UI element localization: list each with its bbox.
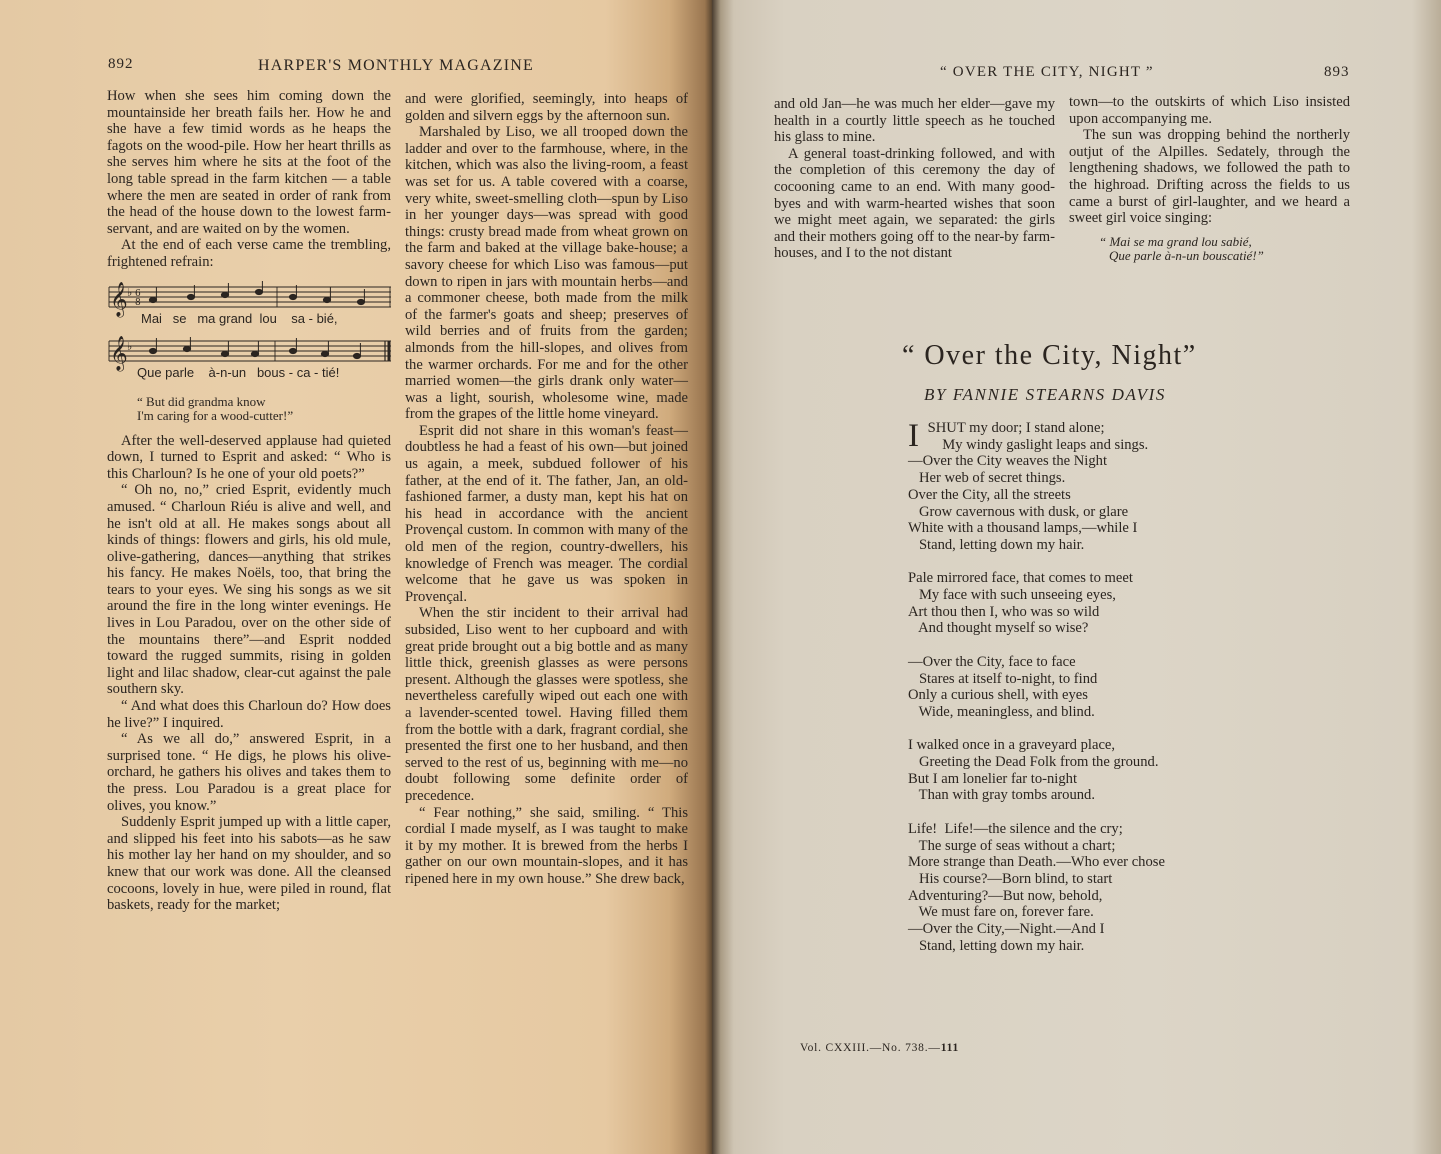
paragraph: When the stir incident to their arrival had subsided, Liso went to her cupboard and with great pride brought out a big bottle and as many little thick, greenish glasses as were persons present. Although the glasses were spotless, she nevertheless carefully wiped out each one with a lavender-scented towel. Having filled them from the bottle with a dark, fragrant cordial, she presented the first one to her husband, and then served to the rest of us, beginning with me—no doubt following some definite order of precedence. [405, 605, 688, 804]
svg-text:6: 6 [135, 288, 141, 299]
poem-body [908, 420, 1165, 971]
music-notation [107, 281, 391, 387]
poem-line: And thought myself so wise? [908, 620, 1089, 637]
poem-line: Adventuring?—But now, behold, [908, 887, 1103, 904]
poem-byline: BY FANNIE STEARNS DAVIS [924, 385, 1166, 404]
poem-line: —Over the City, face to face [908, 653, 1076, 670]
right-page [712, 0, 1441, 1154]
poem-line: Life! Life!—the silence and the cry; [908, 820, 1123, 837]
poem-line: But I am lonelier far to-night [908, 770, 1077, 787]
poem-line: Stand, letting down my hair. [908, 937, 1085, 954]
poem-line: We must fare on, forever fare. [908, 904, 1094, 921]
poem-line: Her web of secret things. [908, 470, 1066, 487]
poem-line: Stares at itself to-night, to find [908, 670, 1098, 687]
poem-line: Pale mirrored face, that comes to meet [908, 570, 1133, 587]
poem-title: “ Over the City, Night” [902, 340, 1197, 371]
paragraph: “ And what does this Charloun do? How does he live?” I inquired. [107, 698, 391, 731]
paragraph: Marshaled by Liso, we all trooped down the ladder and over to the farmhouse, where, in the kitchen, which was also the living-room, a feast was set for us. A table covered with a coarse, very white, sweet-smelling cloth—spun by Liso in her younger days—was spread with good things: crusty bread made from wheat grown on the farm and baked at the village bake-house; a savory cheese for which Liso was famous—put down to ripen in jars with mountain herbs—and a commoner cheese, both made from the milk of the farmer's goats and sheep; preserves of wild berries and of fruits from the garden; almonds from the hill-slopes, and olives from the warmer orchards. For me and for the other married women—the girls drank only water—was a light, sourish, wholesome wine, made from the grapes of the little home vineyard. [405, 124, 688, 423]
left-column-1 [107, 88, 391, 914]
paragraph: After the well-deserved applause had quieted down, I turned to Esprit and asked: “ Who is this Charloun? Is he one of your old poets?” [107, 432, 391, 482]
svg-text:𝄞: 𝄞 [110, 335, 128, 371]
running-head-right: “ OVER THE CITY, NIGHT ” [940, 64, 1154, 80]
poem-line: —Over the City weaves the Night [908, 453, 1107, 470]
poem-line: Only a curious shell, with eyes [908, 687, 1088, 704]
quote-line: “ Mai se ma grand lou sabié, [1099, 233, 1252, 249]
music-lyric-line-1: Mai se ma grand lou sa - bié, [141, 310, 338, 326]
page-number-left: 892 [108, 56, 134, 72]
poem-line: More strange than Death.—Who ever chose [908, 854, 1165, 871]
svg-text:8: 8 [135, 297, 141, 308]
stanza-3 [908, 654, 1165, 721]
paragraph: Suddenly Esprit jumped up with a little caper, and slipped his feet into his sabots—as he saw his mother lay her hand on my shoulder, and so knew that our work was done. All the cleansed cocoons, lovely in hue, were piled in round, flat baskets, ready for the market; [107, 814, 391, 914]
paragraph: How when she sees him coming down the mountainside her breath fails her. How he and she have a few timid words as he heaps the fagots on the wood-pile. How her heart thrills as she serves him where he sits at the foot of the long table spread in the farm kitchen — a table where the men are seated in order of rank from the head of the house down to the lowest farm-servant, and are waited on by the women. [107, 88, 391, 237]
paragraph: “ Fear nothing,” she said, smiling. “ This cordial I made myself, as I was taught to make it by my mother. It is brewed from the herbs I gather on our own mountain-slopes, and it has ripened here in my own house.” She drew back, [405, 804, 688, 887]
paragraph: and old Jan—he was much her elder—gave my health in a courtly little speech as he touched his glass to mine. [774, 96, 1055, 146]
volume-footer [800, 1042, 959, 1054]
poem-line: White with a thousand lamps,—while I [908, 520, 1138, 537]
svg-text:𝄞: 𝄞 [110, 281, 128, 317]
poem-line: Greeting the Dead Folk from the ground. [908, 754, 1159, 771]
poem-line: The surge of seas without a chart; [908, 837, 1116, 854]
paragraph: and were glorified, seemingly, into heaps of golden and silvern eggs by the afternoon sun. [405, 91, 688, 124]
stanza-2 [908, 570, 1165, 637]
poem-line: Than with gray tombs around. [908, 787, 1095, 804]
volume-label: Vol. CXXIII.—No. 738.— [800, 1042, 941, 1054]
poem-line: Art thou then I, who was so wild [908, 603, 1100, 620]
poem-line: SHUT my door; I stand alone; [924, 420, 1105, 436]
page-number-right: 893 [1324, 64, 1350, 80]
refrain-quote [1099, 235, 1350, 263]
quote-line: Que parle à-n-un bouscatié!” [1109, 247, 1264, 263]
paragraph: The sun was dropping behind the northerly outjut of the Alpilles. Sedately, through the lengthening shadows, we followed the path to the highroad. Drifting across the fields to us came a burst of girl-laughter, and we heard a sweet girl voice singing: [1069, 127, 1350, 227]
poem-line: My face with such unseeing eyes, [908, 587, 1116, 604]
paragraph: Esprit did not share in this woman's feast—doubtless he had a feast of his own—but joined us again, a meek, subdued follower of his father, at the end of it. The father, Jan, an old-fashioned farmer, a dusty man, kept his hat on his head in accordance with the ancient Provençal custom. In common with many of the old men of the region, country-dwellers, his knowledge of French was meager. The cordial welcome that he gave us was spoken in Provençal. [405, 422, 688, 605]
signature-number: 111 [940, 1042, 960, 1054]
stanza-5 [908, 821, 1165, 955]
drop-cap: I [908, 418, 919, 454]
right-column-1 [774, 96, 1055, 262]
translation-quote [137, 395, 391, 423]
poem-line: His course?—Born blind, to start [908, 870, 1113, 887]
paragraph: “ As we all do,” answered Esprit, in a surprised tone. “ He digs, he plows his olive-orchard, he gathers his olives and takes them to the press. Lou Paradou is a great place for olives, you know.” [107, 731, 391, 814]
paragraph: “ Oh no, no,” cried Esprit, evidently much amused. “ Charloun Riéu is alive and well, and he isn't old at all. He makes songs about all kinds of things: flowers and girls, his old mule, olive-gathering, dances—anything that strikes his fancy. He makes Noëls, too, that bring the tears to your eyes. We sing his songs as we sit around the fire in the long winter evenings. He lives in Lou Paradou, over on the other side of the mountains there”—and Esprit nodded toward the rugged summits, rising in golden light and lilac shadow, clear-cut against the pale southern sky. [107, 482, 391, 698]
running-head-left: HARPER'S MONTHLY MAGAZINE [258, 57, 535, 74]
stanza-1 [908, 420, 1165, 554]
paragraph: At the end of each verse came the trembling, frightened refrain: [107, 237, 391, 270]
quote-line: I'm caring for a wood-cutter!” [137, 407, 294, 423]
poem-line: Stand, letting down my hair. [908, 536, 1085, 553]
poem-line: Over the City, all the streets [908, 486, 1071, 503]
left-page [0, 0, 712, 1154]
svg-text:♭: ♭ [127, 339, 133, 353]
poem-line: —Over the City,—Night.—And I [908, 921, 1105, 938]
poem-line: Wide, meaningless, and blind. [908, 703, 1095, 720]
svg-text:♭: ♭ [127, 285, 133, 299]
paragraph: A general toast-drinking followed, and with the completion of this ceremony the day of cocooning came to an end. With many good-byes and with warm-hearted wishes that soon we might meet again, we separated: the girls and their mothers going off to the near-by farm-houses, and I to the not distant [774, 145, 1055, 262]
poem-line: I walked once in a graveyard place, [908, 737, 1116, 754]
quote-line: “ But did grandma know [137, 393, 266, 409]
stanza-4 [908, 737, 1165, 804]
left-column-2 [405, 91, 688, 888]
paragraph: town—to the outskirts of which Liso insisted upon accompanying me. [1069, 94, 1350, 127]
poem-line: Grow cavernous with dusk, or glare [908, 503, 1129, 520]
poem-line: My windy gaslight leaps and sings. [924, 436, 1149, 453]
music-lyric-line-2: Que parle à-n-un bous - ca - tié! [137, 364, 340, 380]
right-column-2 [1069, 94, 1350, 263]
